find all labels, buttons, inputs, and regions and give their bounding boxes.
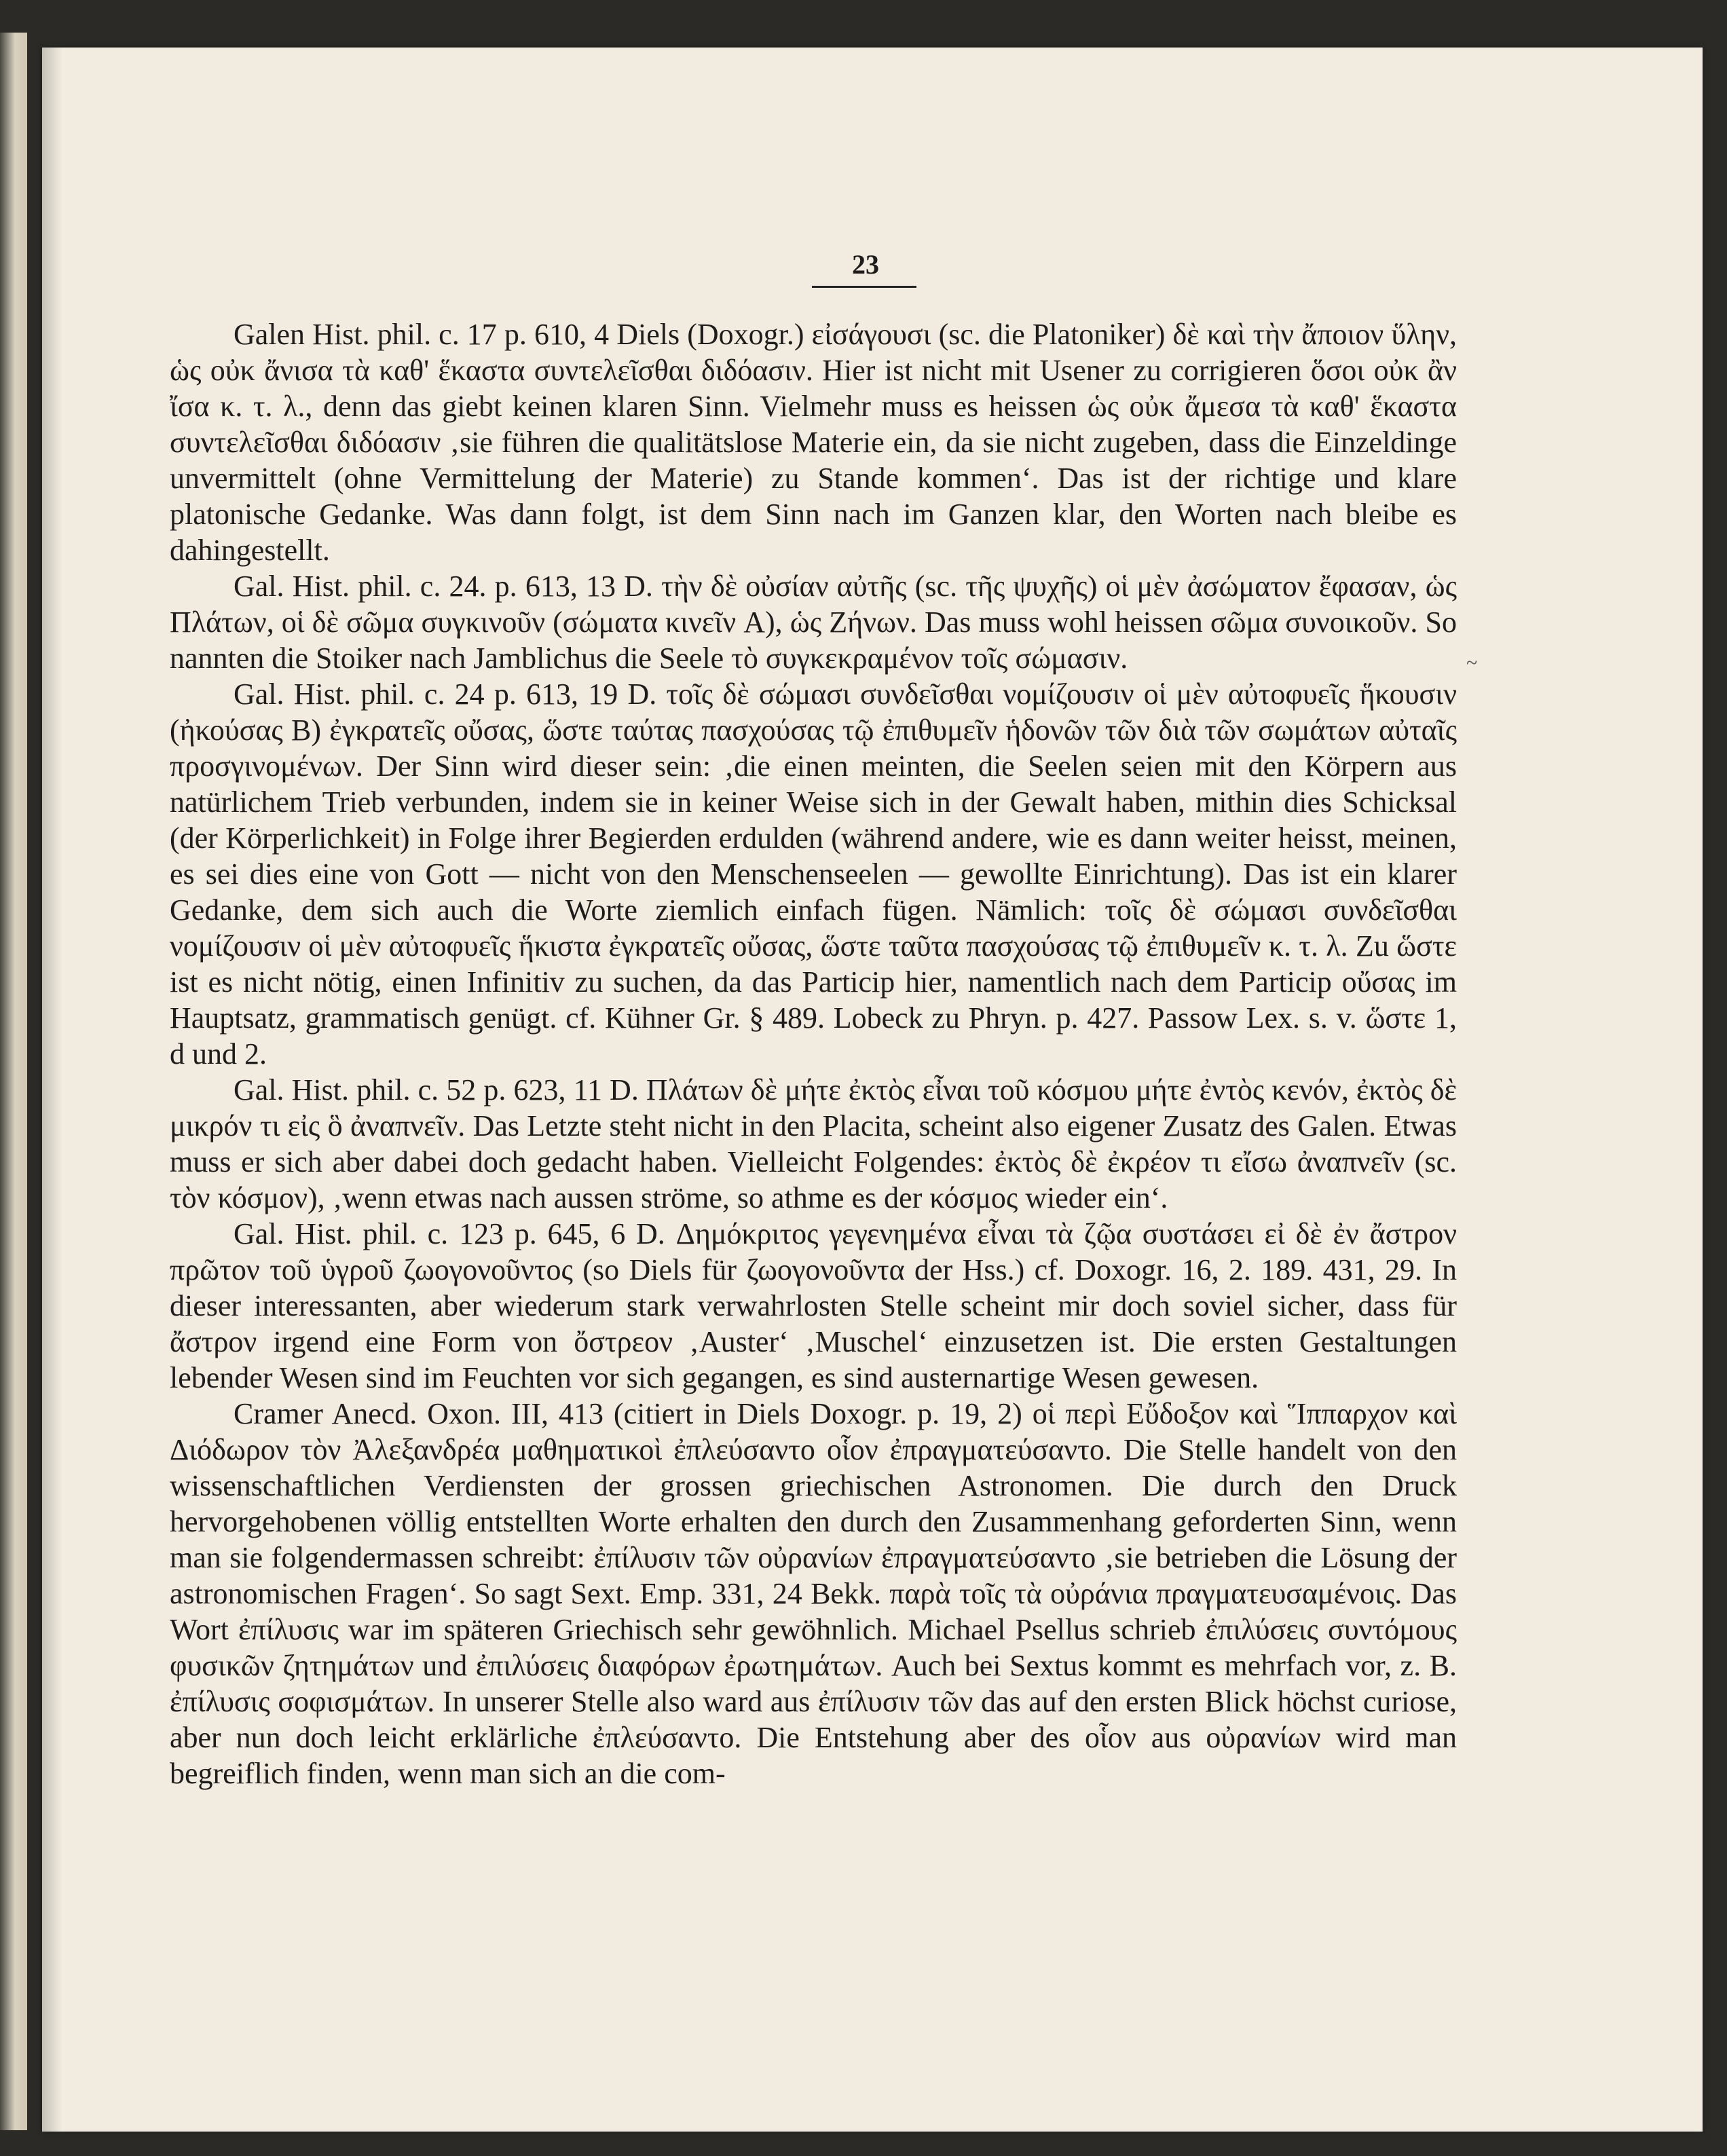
page-number-rule <box>812 286 916 288</box>
paragraph-gal-52: Gal. Hist. phil. c. 52 p. 623, 11 D. Πλάτων δὲ μήτε ἐκτὸς εἶναι τοῦ κόσμου μήτε ἐντὸς κενόν, ἐκτὸς δὲ μικρόν τι εἰς ὃ ἀναπνεῖν. Das Letzte steht nicht in den Placita, scheint also eigener Zusatz des Galen. Etwas muss er sich aber dabei doch gedacht haben. Vielleicht Folgendes: ἐκτὸς δὲ ἐκρέον τι εἴσω ἀναπνεῖν (sc. τὸν κόσμον), ‚wenn etwas nach aussen ströme, so athme es der κόσμος wieder ein‘. <box>170 1073 1457 1214</box>
body-text <box>170 316 1457 1791</box>
gutter-shadow <box>42 48 62 2132</box>
paragraph-gal-24-13: Gal. Hist. phil. c. 24. p. 613, 13 D. τὴν δὲ οὐσίαν αὐτῆς (sc. τῆς ψυχῆς) οἱ μὲν ἀσώματον ἔφασαν, ὡς Πλάτων, οἱ δὲ σῶμα συγκινοῦν (σώματα κινεῖν A), ὡς Ζήνων. Das muss wohl heissen σῶμα συνοικοῦν. So nannten die Stoiker nach Jamblichus die Seele τὸ συγκεκραμένον τοῖς σώμασιν. <box>170 570 1457 675</box>
facing-page-edge <box>0 33 27 2130</box>
paragraph-galen-17: Galen Hist. phil. c. 17 p. 610, 4 Diels (Doxogr.) εἰσάγουσι (sc. die Platoniker) δὲ καὶ τὴν ἄποιον ὕλην, ὡς οὐκ ἄνισα τὰ καθ' ἕκαστα συντελεῖσθαι διδόασιν. Hier ist nicht mit Usener zu corrigieren ὅσοι οὐκ ἂν ἴσα κ. τ. λ., denn das giebt keinen klaren Sinn. Vielmehr muss es heissen ὡς οὐκ ἄμεσα τὰ καθ' ἕκαστα συντελεῖσθαι διδόασιν ‚sie führen die qualitätslose Materie ein, da sie nicht zugeben, dass die Einzeldinge unvermittelt (ohne Vermittelung der Materie) zu Stande kommen‘. Das ist der richtige und klare platonische Gedanke. Was dann folgt, ist dem Sinn nach im Ganzen klar, den Worten nach bleibe es dahingestellt. <box>170 318 1457 567</box>
paragraph-gal-123: Gal. Hist. phil. c. 123 p. 645, 6 D. Δημόκριτος γεγενημένα εἶναι τὰ ζῷα συστάσει εἰ δὲ ἐν ἄστρον πρῶτον τοῦ ὑγροῦ ζωογονοῦντος (so Diels für ζωογονοῦντα der Hss.) cf. Doxogr. 16, 2. 189. 431, 29. In dieser interessanten, aber wiederum stark verwahrlosten Stelle scheint mir doch soviel sicher, dass für ἄστρον irgend eine Form von ὄστρεον ‚Auster‘ ‚Muschel‘ einzusetzen ist. Die ersten Gestaltungen lebender Wesen sind im Feuchten vor sich gegangen, es sind austernartige Wesen gewesen. <box>170 1217 1457 1394</box>
paragraph-gal-24-19: Gal. Hist. phil. c. 24 p. 613, 19 D. τοῖς δὲ σώμασι συνδεῖσθαι νομίζουσιν οἱ μὲν αὐτοφυεῖς ἥκουσιν (ἠκούσας B) ἐγκρατεῖς οὔσας, ὥστε ταύτας πασχούσας τῷ ἐπιθυμεῖν ἡδονῶν τῶν διὰ τῶν σωμάτων αὐταῖς προσγινομένων. Der Sinn wird dieser sein: ‚die einen meinten, die Seelen seien mit den Körpern aus natürlichem Trieb verbunden, indem sie in keiner Weise sich in der Gewalt haben, mithin dies Schicksal (der Körperlichkeit) in Folge ihrer Begierden erdulden (während andere, wie es dann weiter heisst, meinen, es sei dies eine von Gott — nicht von den Menschenseelen — gewollte Einrichtung). Das ist ein klarer Gedanke, dem sich auch die Worte ziemlich einfach fügen. Nämlich: τοῖς δὲ σώμασι συνδεῖσθαι νομίζουσιν οἱ μὲν αὐτοφυεῖς ἥκιστα ἐγκρατεῖς οὔσας, ὥστε ταῦτα πασχούσας τῷ ἐπιθυμεῖν κ. τ. λ. Zu ὥστε ist es nicht nötig, einen Infinitiv zu suchen, da das Particip hier, namentlich nach dem Particip οὔσας im Hauptsatz, grammatisch genügt. cf. Kühner Gr. § 489. Lobeck zu Phryn. p. 427. Passow Lex. s. v. ὥστε 1, d und 2. <box>170 677 1457 1071</box>
paragraph-cramer: Cramer Anecd. Oxon. III, 413 (citiert in Diels Doxogr. p. 19, 2) οἱ περὶ Εὔδοξον καὶ Ἵππαρχον καὶ Διόδωρον τὸν Ἀλεξανδρέα μαθηματικοὶ ἐπλεύσαντο οἷον ἐπραγματεύσαντο. Die Stelle handelt von den wissenschaftlichen Verdiensten der grossen griechischen Astronomen. Die durch den Druck hervorgehobenen völlig entstellten Worte erhalten den durch den Zusammenhang geforderten Sinn, wenn man sie folgendermassen schreibt: ἐπίλυσιν τῶν οὐρανίων ἐπραγματεύσαντο ‚sie betrieben die Lösung der astronomischen Fragen‘. So sagt Sext. Emp. 331, 24 Bekk. παρὰ τοῖς τὰ οὐράνια πραγματευσαμένοις. Das Wort ἐπίλυσις war im späteren Griechisch sehr gewöhnlich. Michael Psellus schrieb ἐπιλύσεις συντόμους φυσικῶν ζητημάτων und ἐπιλύσεις διαφόρων ἐρωτημάτων. Auch bei Sextus kommt es mehrfach vor, z. B. ἐπίλυσις σοφισμάτων. In unserer Stelle also ward aus ἐπίλυσιν τῶν das auf den ersten Blick höchst curiose, aber nun doch leicht erklärliche ἐπλεύσαντο. Die Entstehung aber des οἷον aus οὐρανίων wird man begreiflich finden, wenn man sich an die com- <box>170 1397 1457 1790</box>
margin-mark: ~ <box>1466 652 1478 674</box>
page-number: 23 <box>852 249 879 280</box>
